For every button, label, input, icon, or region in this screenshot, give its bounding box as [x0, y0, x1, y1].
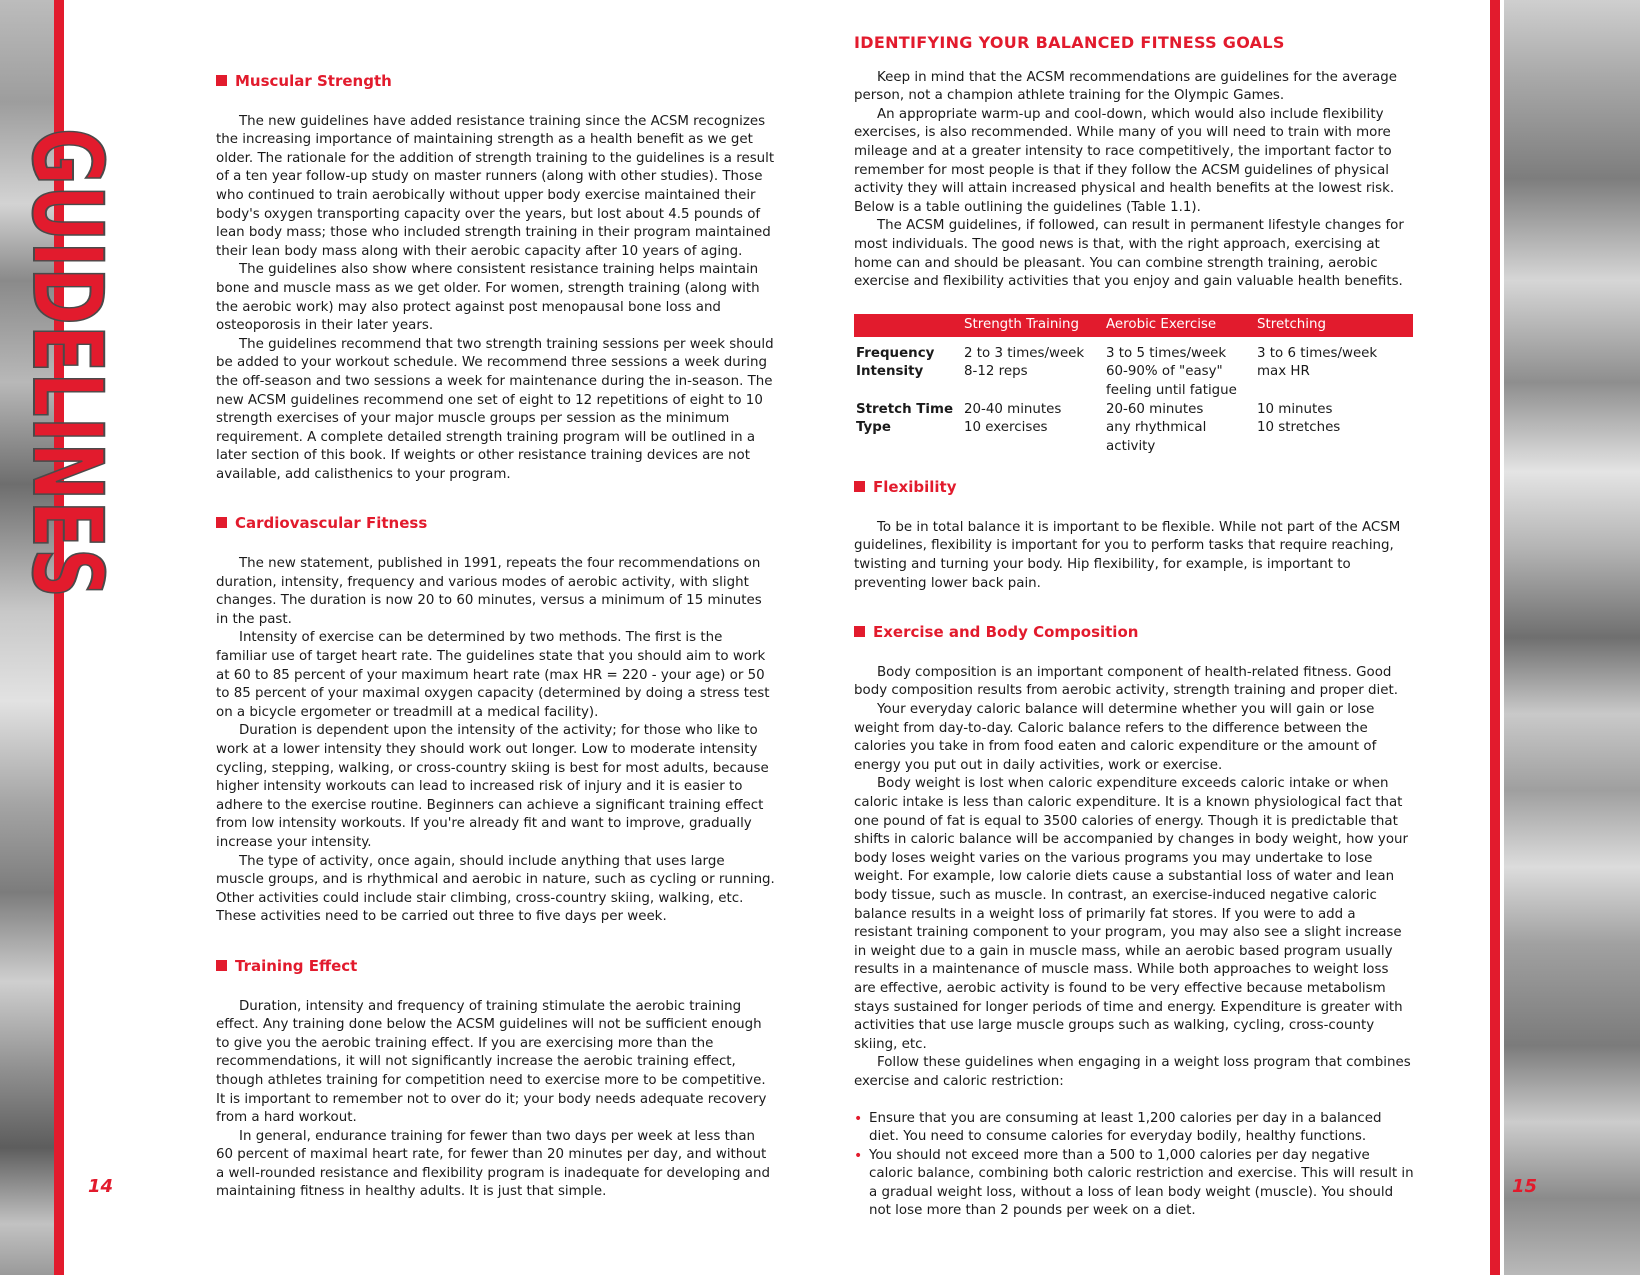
table-cell: 20-40 minutes	[964, 401, 1062, 417]
table-cell: max HR	[1257, 364, 1310, 380]
paragraph: Your everyday caloric balance will determine whether you will gain or lose weight from day-to-day. Caloric balance refers to the difference between the calories you take in from food eaten and caloric expenditure or the amount of energy you put out in daily activities, work or exercise.	[854, 702, 1377, 773]
table-row	[854, 337, 1413, 364]
table-cell: 8-12 reps	[964, 364, 1028, 380]
paragraph: The guidelines also show where consistent resistance training helps maintain bone and muscle mass as we get older. For women, strength training (along with the aerobic work) may also protect against post menopausal bone loss and osteoporosis in their later years.	[216, 262, 760, 334]
table-header-cell: Strength Training	[962, 314, 1104, 337]
table-header-cell: Stretching	[1255, 314, 1413, 337]
table-row	[854, 363, 1413, 400]
left-page-column	[216, 72, 776, 1202]
section-heading-cardiovascular-fitness: Cardiovascular Fitness	[216, 514, 776, 533]
paragraph: The type of activity, once again, should include anything that uses large muscle groups, and is rhythmical and aerobic in nature, such as cycling or running. Other activities could include stair climbing, cross-country skiing, walking, etc. These activities need to be carried out three to five days per week.	[216, 853, 775, 925]
paragraph: An appropriate warm-up and cool-down, which would also include flexibility exercises, is also recommended. While many of you will need to train with more mileage and at a greater intensity to race competitively, the important factor to remember for most people is that if they follow the ACSM guidelines of physical activity they will attain increased physical and health benefits at the lowest risk. Below is a table outlining the guidelines (Table 1.1).	[854, 106, 1395, 215]
bullet-dot-icon: •	[854, 1147, 863, 1164]
table-cell: 60-90% of "easy" feeling until fatigue	[1106, 364, 1237, 398]
table-cell: 10 minutes	[1257, 401, 1333, 417]
section-heading-exercise-body-composition: Exercise and Body Composition	[854, 623, 1414, 642]
section-heading-training-effect: Training Effect	[216, 957, 776, 976]
table-cell: 2 to 3 times/week	[964, 345, 1085, 361]
table-header-row	[854, 314, 1413, 337]
paragraph: Duration is dependent upon the intensity of the activity; for those who like to work at a lower intensity they should work out longer. Low to moderate intensity cycling, stepping, walking, or cross-country skiing is best for most adults, because higher intensity workouts can lead to increased risk of injury and it is easier to adhere to the exercise routine. Beginners can achieve a significant training effect from low intensity workouts. If you're already fit and want to improve, gradually increase your intensity.	[216, 723, 769, 850]
paragraph: The new guidelines have added resistance training since the ACSM recognizes the increasing importance of maintaining strength as a health benefit as we get older. The rationale for the addition of strength training to the guidelines is a result of a ten year follow-up study on master runners (along with other studies). Those who continued to train aerobically without upper body exercise maintained their body's oxygen transporting capacity over the years, but lost about 4.5 pounds of lean body mass; those who included strength training in their program maintained their lean body mass along with their aerobic capacity after 10 years of aging.	[216, 113, 775, 259]
paragraph: Body composition is an important component of health-related fitness. Good body composition results from aerobic activity, strength training and proper diet.	[854, 664, 1398, 699]
list-item: • You should not exceed more than a 500 to 1,000 calories per day negative caloric balance, combining both caloric restriction and exercise. This will result in a gradual weight loss, without a loss of lean body weight (muscle). You should not lose more than 2 pounds per week on a diet.	[854, 1147, 1414, 1219]
paragraph: In general, endurance training for fewer than two days per week at less than 60 percent of maximal heart rate, for fewer than 20 minutes per day, and without a well-rounded resistance and flexibility program is inadequate for developing and maintaining fitness in healthy adults. It is just that simple.	[216, 1128, 770, 1200]
paragraph: The guidelines recommend that two strength training sessions per week should be added to your workout schedule. We recommend three sessions a week during the off-season and two sessions a week for maintenance during the in-season. The new ACSM guidelines recommend one set of eight to 12 repetitions of eight to 10 strength exercises of your major muscle groups per session as the minimum requirement. A complete detailed strength training program will be outlined in a later section of this book. If weights or other resistance training devices are not available, add calisthenics to your program.	[216, 336, 774, 482]
weight-loss-bullet-list	[854, 1110, 1414, 1222]
square-bullet-icon	[854, 626, 865, 637]
side-title-text: GUIDELINES	[11, 128, 123, 778]
table-row-label: Stretch Time	[856, 401, 954, 417]
right-photo-strip	[1504, 0, 1640, 1275]
table-cell: any rhythmical activity	[1106, 420, 1207, 454]
table-cell: 20-60 minutes	[1106, 401, 1204, 417]
square-bullet-icon	[216, 517, 227, 528]
table-row	[854, 401, 1413, 420]
square-bullet-icon	[216, 75, 227, 86]
list-item: • Ensure that you are consuming at least 1,200 calories per day in a balanced diet. You need to consume calories for everyday bodily, healthy functions.	[854, 1110, 1382, 1145]
table-header-cell: Aerobic Exercise	[1104, 314, 1255, 337]
right-red-rule	[1490, 0, 1500, 1275]
page-number-right: 15	[1512, 1176, 1538, 1197]
paragraph: Duration, intensity and frequency of training stimulate the aerobic training effect. Any training done below the ACSM guidelines will not be sufficient enough to give you the aerobic training effect. If you are exercising more than the recommendations, it will not significantly increase the aerobic training effect, though athletes training for competition need to exercise more to be competitive. It is important to remember not to over do it; your body needs adequate recovery from a hard workout.	[216, 998, 767, 1126]
right-page-column	[854, 34, 1414, 1221]
guidelines-table	[854, 314, 1413, 457]
table-cell: 10 stretches	[1257, 420, 1341, 436]
square-bullet-icon	[216, 960, 227, 971]
table-row	[854, 419, 1413, 456]
paragraph: Keep in mind that the ACSM recommendations are guidelines for the average person, not a champion athlete training for the Olympic Games.	[854, 69, 1397, 104]
table-row-label: Intensity	[856, 364, 924, 380]
section-heading-muscular-strength: Muscular Strength	[216, 72, 776, 91]
side-title	[11, 128, 123, 778]
table-cell: 3 to 5 times/week	[1106, 345, 1227, 361]
paragraph: Body weight is lost when caloric expenditure exceeds caloric intake or when caloric intake is less than caloric expenditure. It is a known physiological fact that one pound of fat is equal to 3500 calories of energy. Though it is predictable that shifts in caloric balance will be accompanied by changes in body weight, how your body loses weight varies on the various programs you may undertake to lose weight. For example, low calorie diets cause a substantial loss of water and lean body tissue, such as muscle. In contrast, an exercise-induced negative caloric balance results in a weight loss of primarily fat stores. If you were to add a resistant training component to your program, you may also see a slight increase in weight due to a gain in muscle mass, while an aerobic based program usually results in a maintenance of muscle mass. While both approaches to weight loss are effective, aerobic activity is found to be very effective because metabolism stays sustained for longer periods of time and energy. Expenditure is greater with activities that use large muscle groups such as walking, cycling, cross-county skiing, etc.	[854, 776, 1409, 1052]
right-white-rule	[1500, 0, 1504, 1275]
paragraph: Follow these guidelines when engaging in a weight loss program that combines exercise and caloric restriction:	[854, 1055, 1411, 1089]
page-number-left: 14	[88, 1176, 114, 1197]
bullet-dot-icon: •	[854, 1110, 863, 1127]
table-cell: 10 exercises	[964, 420, 1048, 436]
table-row-label: Type	[856, 420, 891, 436]
page-title: IDENTIFYING YOUR BALANCED FITNESS GOALS	[854, 33, 1285, 52]
square-bullet-icon	[854, 481, 865, 492]
paragraph: The ACSM guidelines, if followed, can result in permanent lifestyle changes for most individuals. The good news is that, with the right approach, exercising at home can and should be pleasant. You can combine strength training, aerobic exercise and flexibility activities that you enjoy and gain valuable health benefits.	[854, 218, 1404, 290]
section-heading-flexibility: Flexibility	[854, 478, 1414, 497]
table-cell: 3 to 6 times/week	[1257, 345, 1378, 361]
paragraph: The new statement, published in 1991, repeats the four recommendations on duration, intensity, frequency and various modes of aerobic activity, with slight changes. The duration is now 20 to 60 minutes, versus a minimum of 15 minutes in the past.	[216, 556, 762, 627]
paragraph: Intensity of exercise can be determined by two methods. The first is the familiar use of target heart rate. The guidelines state that you should aim to work at 60 to 85 percent of your maximum heart rate (max HR = 220 - your age) or 50 to 85 percent of your maximal oxygen capacity (determined by doing a stress test on a bicycle ergometer or treadmill at a medical facility).	[216, 630, 770, 720]
paragraph: To be in total balance it is important to be flexible. While not part of the ACSM guidelines, flexibility is important for you to perform tasks that require reaching, twisting and turning your body. Hip flexibility, for example, is important to preventing lower back pain.	[854, 519, 1401, 591]
table-header-cell	[854, 314, 962, 337]
table-row-label: Frequency	[856, 345, 935, 361]
